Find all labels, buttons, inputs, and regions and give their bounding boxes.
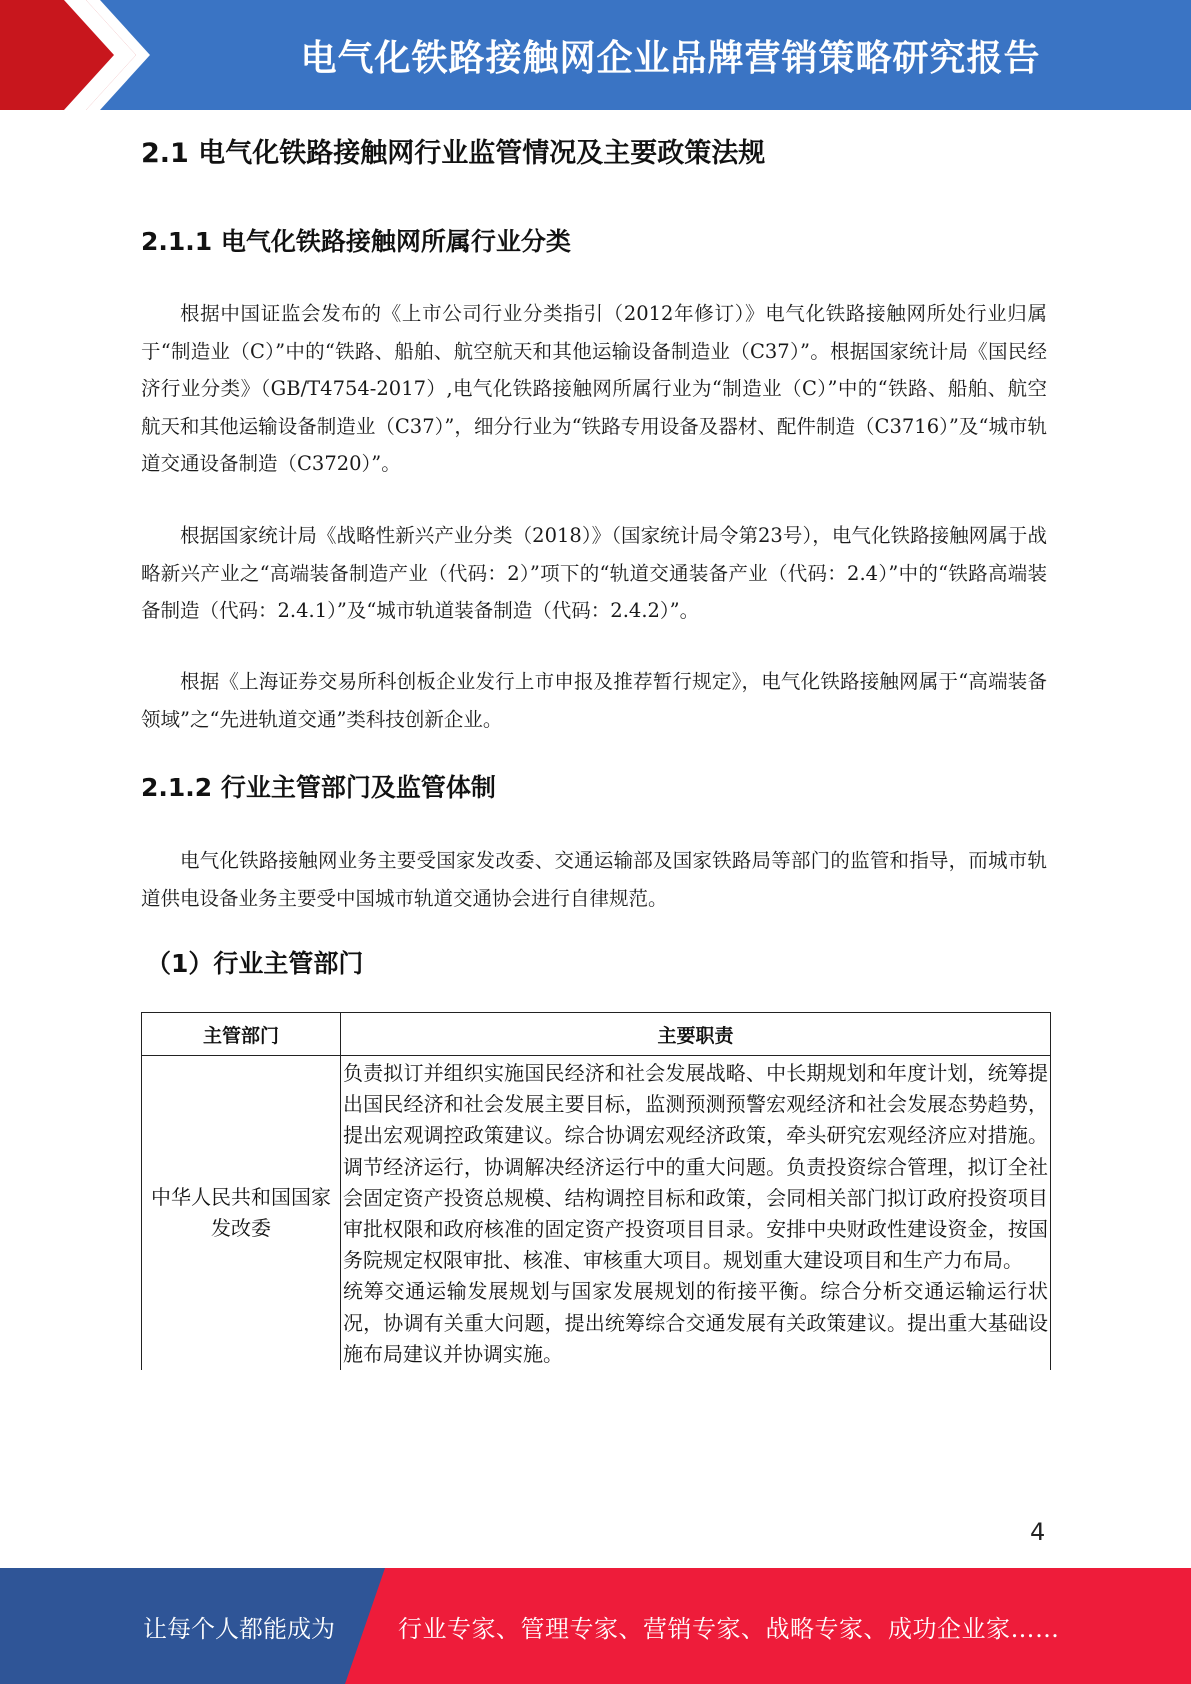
table-header-row: [142, 1013, 1051, 1056]
page-number: 4: [1030, 1518, 1046, 1546]
subsection-heading-2-1-1: 2.1.1 电气化铁路接触网所属行业分类: [141, 227, 571, 256]
header-arrow-decoration: [0, 0, 160, 110]
paragraph-star-market: 根据《上海证券交易所科创板企业发行上市申报及推荐暂行规定》，电气化铁路接触网属于“高端装备领域”之“先进轨道交通”类科技创新企业。: [141, 670, 1047, 731]
subsection-heading-2-1-2: 2.1.2 行业主管部门及监管体制: [141, 773, 496, 802]
page-footer: [0, 1568, 1191, 1684]
department-cell: 中华人民共和国国家发改委: [142, 1056, 341, 1371]
footer-slogan-right: 行业专家、管理专家、营销专家、战略专家、成功企业家……: [398, 1614, 1060, 1643]
duty-text-2: 统筹交通运输发展规划与国家发展规划的衔接平衡。综合分析交通运输运行状况，协调有关重大问题，提出统筹综合交通发展有关政策建议。提出重大基础设施布局建议并协调实施。: [343, 1279, 1048, 1366]
column-header-department: 主管部门: [142, 1013, 341, 1056]
duty-text-1: 负责拟订并组织实施国民经济和社会发展战略、中长期规划和年度计划，统筹提出国民经济和社会发展主要目标，监测预测预警宏观经济和社会发展态势趋势，提出宏观调控政策建议。综合协调宏观经济政策，牵头研究宏观经济应对措施。调节经济运行，协调解决经济运行中的重大问题。负责投资综合管理，拟订全社会固定资产投资总规模、结构调控目标和政策，会同相关部门拟订政府投资项目审批权限和政府核准的固定资产投资项目目录。安排中央财政性建设资金，按国务院规定权限审批、核准、审核重大项目。规划重大建设项目和生产力布局。: [343, 1061, 1048, 1273]
competent-departments-table: [141, 1012, 1051, 1370]
duties-cell: [341, 1056, 1051, 1371]
report-title: 电气化铁路接触网企业品牌营销策略研究报告: [300, 37, 1041, 79]
paragraph-regulators: 电气化铁路接触网业务主要受国家发改委、交通运输部及国家铁路局等部门的监管和指导，而城市轨道供电设备业务主要受中国城市轨道交通协会进行自律规范。: [141, 849, 1047, 910]
table-row: [142, 1056, 1051, 1371]
paragraph-strategic-emerging: 根据国家统计局《战略性新兴产业分类（2018）》（国家统计局令第23号），电气化铁路接触网属于战略新兴产业之“高端装备制造产业（代码：2）”项下的“轨道交通装备产业（代码：2.4）”中的“铁路高端装备制造（代码：2.4.1）”及“城市轨道装备制造（代码：2.4.2）”。: [141, 524, 1047, 622]
page-header: [0, 0, 1191, 110]
footer-slogan-left: 让每个人都能成为: [143, 1614, 335, 1643]
section-heading-2-1: 2.1 电气化铁路接触网行业监管情况及主要政策法规: [141, 138, 766, 169]
column-header-duties: 主要职责: [341, 1013, 1051, 1056]
paragraph-industry-classification: 根据中国证监会发布的《上市公司行业分类指引（2012年修订）》电气化铁路接触网所处行业归属于“制造业（C）”中的“铁路、船舶、航空航天和其他运输设备制造业（C37）”。根据国家统计局《国民经济行业分类》（GB/T4754-2017）,电气化铁路接触网所属行业为“制造业（C）”中的“铁路、船舶、航空航天和其他运输设备制造业（C37）”，细分行业为“铁路专用设备及器材、配件制造（C3716）”及“城市轨道交通设备制造（C3720）”。: [141, 302, 1047, 475]
subheading-competent-departments: （1）行业主管部门: [146, 949, 364, 978]
